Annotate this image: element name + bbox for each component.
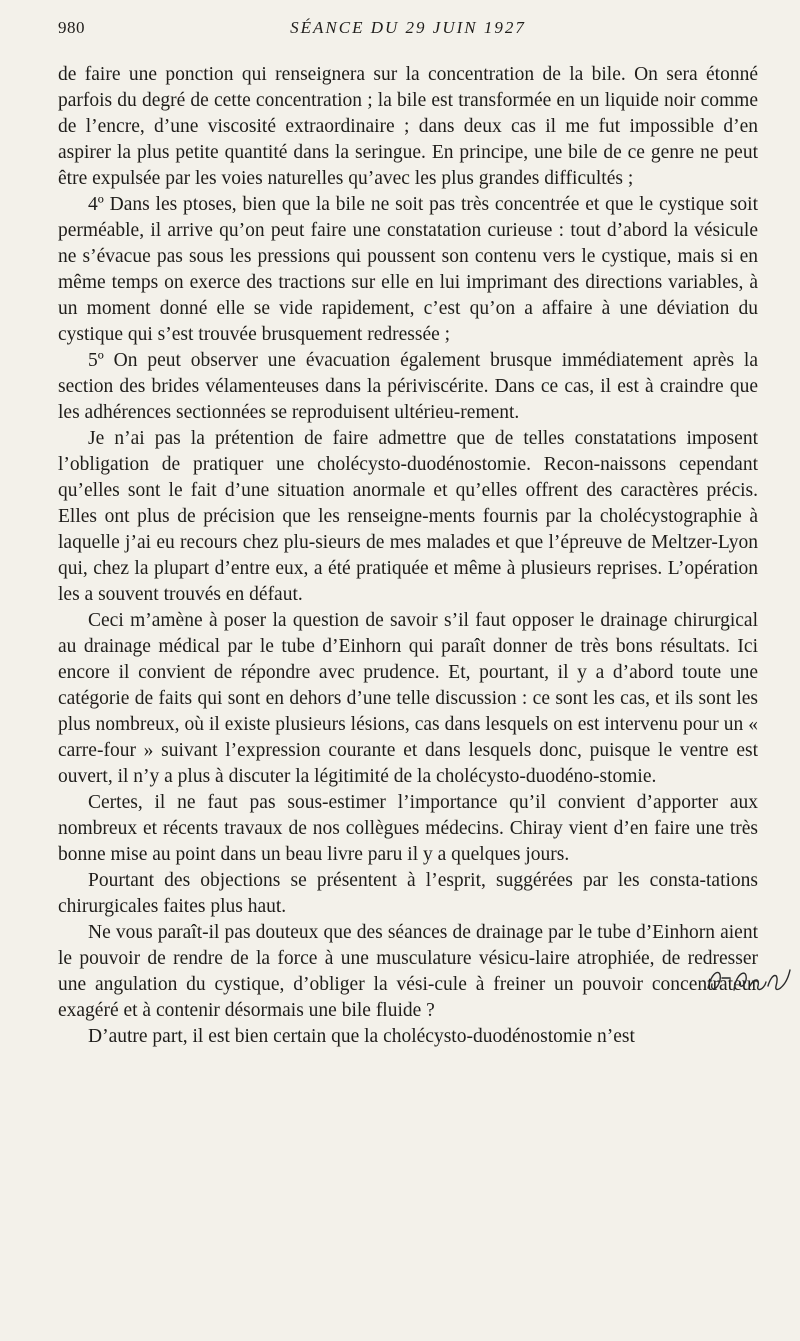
page-header — [58, 18, 758, 44]
handwritten-signature — [700, 960, 800, 1000]
paragraph-2: 4º Dans les ptoses, bien que la bile ne soit pas très concentrée et que le cystique soit perméable, il arrive qu’on peut faire une constatation curieuse : tout d’abord la vésicule ne s’évacue pas sous les pressions qui poussent son contenu vers le cystique, mais si en même temps on exerce des tractions sur elle en lui imprimant des directions variables, à un moment donné elle se vide rapidement, c’est qu’on a affaire à une déviation du cystique qui s’est trouvée brusquement redressée ; — [58, 194, 758, 345]
body-text — [58, 62, 758, 1050]
running-title: SÉANCE DU 29 JUIN 1927 — [290, 18, 526, 37]
paragraph-4: Je n’ai pas la prétention de faire admettre que de telles constatations imposent l’obligation de pratiquer une cholécysto-duodénostomie. Recon-naissons cependant qu’elles sont le fait d’une situation anormale et qu’elles offrent des caractères précis. Elles ont plus de précision que les renseigne-ments fournis par la cholécystographie à laquelle j’ai eu recours chez plu-sieurs de mes malades et que l’épreuve de Meltzer-Lyon qui, chez la plupart d’entre eux, a été pratiquée et même à plusieurs reprises. L’opération les a souvent trouvés en défaut. — [58, 428, 758, 605]
paragraph-1: de faire une ponction qui renseignera sur la concentration de la bile. On sera étonné parfois du degré de cette concentration ; la bile est transformée en un liquide noir comme de l’encre, d’une viscosité extraordinaire ; dans deux cas il me fut impossible d’en aspirer la plus petite quantité dans la seringue. En principe, une bile de ce genre ne peut être expulsée par les voies naturelles qu’avec les plus grandes difficultés ; — [58, 64, 758, 189]
paragraph-3: 5º On peut observer une évacuation également brusque immédiatement après la section des brides vélamenteuses dans la périviscérite. Dans ce cas, il est à craindre que les adhérences sectionnées se reproduisent ultérieu-rement. — [58, 350, 758, 423]
paragraph-7: Pourtant des objections se présentent à l’esprit, suggérées par les consta-tations chirurgicales faites plus haut. — [58, 870, 758, 917]
page-number: 980 — [58, 18, 85, 37]
paragraph-9: D’autre part, il est bien certain que la cholécysto-duodénostomie n’est — [88, 1026, 635, 1047]
paragraph-6: Certes, il ne faut pas sous-estimer l’importance qu’il convient d’apporter aux nombreux et récents travaux de nos collègues médecins. Chiray vient d’en faire une très bonne mise au point dans un beau livre paru il y a quelques jours. — [58, 792, 758, 865]
signature-icon — [700, 960, 800, 1000]
paragraph-5: Ceci m’amène à poser la question de savoir s’il faut opposer le drainage chirurgical au drainage médical par le tube d’Einhorn qui paraît donner de très bons résultats. Ici encore il convient de répondre avec prudence. Et, pourtant, il y a d’abord toute une catégorie de faits qui sont en dehors d’une telle discussion : ce sont les cas, et ils sont les plus nombreux, où il existe plusieurs lésions, cas dans lesquels on est intervenu pour un « carre-four » suivant l’expression courante et dans lesquels donc, puisque le ventre est ouvert, il n’y a plus à discuter la légitimité de la cholécysto-duodéno-stomie. — [58, 610, 758, 787]
paragraph-8: Ne vous paraît-il pas douteux que des séances de drainage par le tube d’Einhorn aient le pouvoir de rendre de la force à une musculature vésicu-laire atrophiée, de redresser une angulation du cystique, d’obliger la vési-cule à freiner un pouvoir concentrateur exagéré et à contenir désormais une bile fluide ? — [58, 922, 758, 1021]
